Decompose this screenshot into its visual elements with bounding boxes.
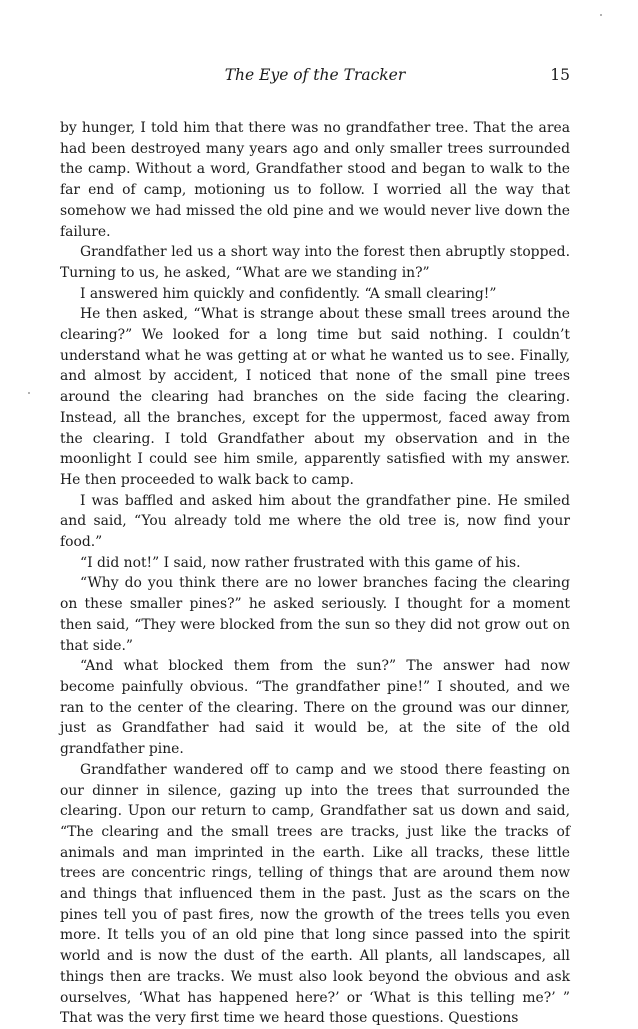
paragraph: He then asked, “What is strange about these small trees around the clearing?” We looked for a long time but said nothing. I couldn’t understand what he was getting at or what he wanted us to see. Finally, and almost by accident, I noticed that none of the small pine trees around the clearing had branches on the side facing the clearing. Instead, all the branches, except for the uppermost, faced away from the clearing. I told Grandfather about my observation and in the moonlight I could see him smile, apparently satisfied with my answer. He then proceeded to walk back to camp.: [60, 306, 570, 488]
paragraph: “Why do you think there are no lower branches facing the clearing on these smaller pines?” he asked seriously. I thought for a moment then said, “They were blocked from the sun so they did not grow out on that side.”: [60, 575, 570, 654]
running-header: [60, 66, 570, 88]
paragraph: I was baffled and asked him about the grandfather pine. He smiled and said, “You already told me where the old tree is, now find your food.”: [60, 492, 570, 551]
paragraph: by hunger, I told him that there was no grandfather tree. That the area had been destroyed many years ago and only smaller trees surrounded the camp. Without a word, Grandfather stood and began to walk to the far end of camp, motioning us to follow. I worried all the way that somehow we had missed the old pine and we would never live down the failure.: [60, 120, 570, 240]
paragraph: I answered him quickly and confidently. “A small clearing!”: [80, 285, 497, 302]
paragraph: “And what blocked them from the sun?” The answer had now become painfully obvious. “The grandfather pine!” I shouted, and we ran to the center of the clearing. There on the ground was our dinner, just as Grandfather had said it would be, at the site of the old grandfather pine.: [60, 658, 570, 758]
paragraph: “I did not!” I said, now rather frustrated with this game of his.: [80, 554, 521, 571]
paragraph: Grandfather wandered off to camp and we stood there feasting on our dinner in silence, gazing up into the trees that surrounded the clearing. Upon our return to camp, Grandfather sat us down and said, “The clearing and the small trees are tracks, just like the tracks of animals and man imprinted in the earth. Like all tracks, these little trees are concentric rings, telling of things that are around them now and things that influenced them in the past. Just as the scars on the pines tell you of past fires, now the growth of the trees tells you even more. It tells you of an old pine that long since passed into the spirit world and is now the dust of the earth. All plants, all landscapes, all things then are tracks. We must also look beyond the obvious and ask ourselves, ‘What has happened here?’ or ‘What is this telling me?’ ” That was the very first time we heard those questions. Questions: [60, 761, 570, 1027]
paragraph: Grandfather led us a short way into the forest then abruptly stopped. Turning to us, he asked, “What are we standing in?”: [60, 244, 570, 281]
scan-speck: [28, 392, 30, 394]
page-number: 15: [550, 66, 570, 84]
running-title: The Eye of the Tracker: [224, 66, 406, 84]
body-text: [60, 118, 570, 1029]
scan-speck: [600, 14, 602, 16]
